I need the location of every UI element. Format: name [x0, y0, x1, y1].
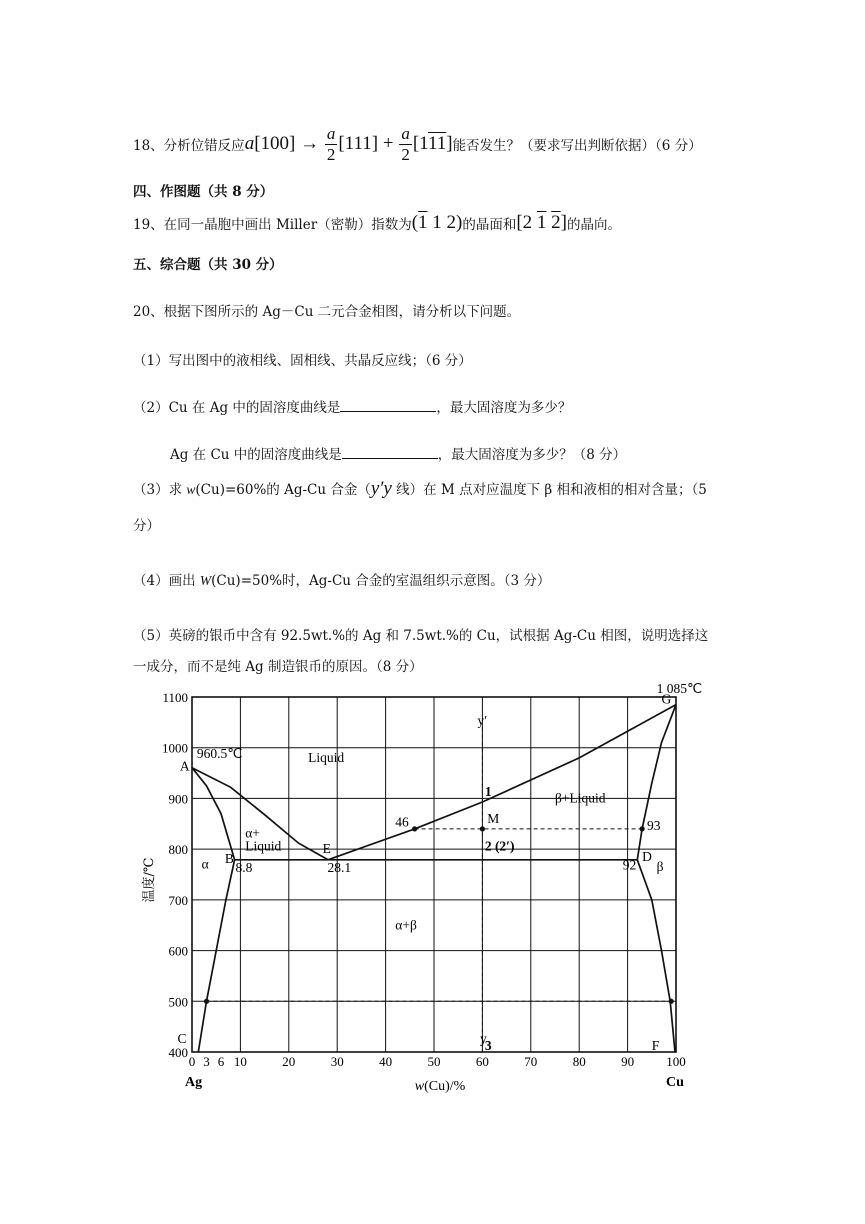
y-tick-label: 400 — [168, 1045, 188, 1060]
q20-part-1: （1）写出图中的液相线、固相线、共晶反应线；（6 分） — [133, 353, 472, 369]
question-18 — [133, 118, 702, 170]
data-point-marker — [669, 999, 674, 1004]
question-19: 19、在同一晶胞中画出 Miller（密勒）指数为 (1 1 2) 的晶面和 [2 1 2] 的晶向。 — [133, 212, 621, 233]
q19-direction: [2 1 2] — [516, 212, 567, 233]
x-tick-label: 100 — [666, 1054, 686, 1069]
q20-intro: 20、根据下图所示的 Ag－Cu 二元合金相图，请分析以下问题。 — [133, 304, 521, 320]
x-axis-end-cu: Cu — [666, 1075, 684, 1090]
annotation-label: A — [179, 758, 190, 774]
annotation-label: y′ — [477, 712, 488, 728]
x-tick-label: 0 — [188, 1054, 196, 1069]
phase-boundary-line — [637, 705, 676, 860]
annotation-label: Liquid — [245, 838, 282, 854]
x-axis-label: w(Cu)/% — [414, 1079, 466, 1094]
annotation-label: B — [224, 850, 234, 866]
data-point-marker — [640, 826, 645, 831]
q20-part-2b: Ag 在 Cu 中的固溶度曲线是 ，最大固溶度为多少？（8 分） — [170, 447, 627, 463]
annotation-label: 1 — [484, 783, 492, 799]
y-tick-label: 600 — [168, 943, 188, 959]
annotation-label: α+ — [245, 825, 260, 841]
annotation-label: α+β — [395, 917, 417, 933]
y-tick-label: 1100 — [162, 690, 188, 705]
y-axis-label: 温度/℃ — [142, 857, 157, 903]
q20-part-3-cont: 分） — [133, 518, 160, 534]
x-tick-label: 3 — [203, 1054, 210, 1069]
annotation-label: G — [661, 691, 672, 707]
x-tick-label: 70 — [524, 1054, 538, 1069]
q19-plane: (1 1 2) — [411, 212, 463, 233]
annotation-label: 8.8 — [235, 859, 253, 875]
x-tick-label: 50 — [427, 1054, 441, 1069]
y-tick-label: 800 — [168, 842, 188, 858]
x-tick-label: 10 — [233, 1054, 247, 1069]
q20-part-5a: （5）英磅的银币中含有 92.5wt.%的 Ag 和 7.5wt.%的 Cu，试根据 Ag-Cu 相图，说明选择这 — [133, 628, 709, 644]
data-point-marker — [412, 826, 417, 831]
section-4-heading: 四、作图题（共 8 分） — [133, 184, 274, 200]
q20-part-5b: 一成分，而不是纯 Ag 制造银币的原因。（8 分） — [133, 659, 423, 675]
q20-part-4: （4）画出 W(Cu)=50%时，Ag-Cu 合金的室温组织示意图。（3 分） — [133, 573, 551, 589]
x-tick-label: 40 — [379, 1054, 393, 1069]
data-point-marker — [480, 826, 485, 831]
y-tick-label: 500 — [168, 994, 188, 1010]
x-tick-label: 90 — [621, 1054, 635, 1069]
annotation-label: 46 — [395, 814, 409, 830]
annotation-label: 92 — [622, 857, 637, 873]
answer-blank — [342, 446, 438, 459]
answer-blank — [340, 399, 436, 412]
phase-boundary-line — [192, 768, 235, 860]
q20-part-2a: （2）Cu 在 Ag 中的固溶度曲线是 ，最大固溶度为多少？ — [133, 400, 572, 416]
annotation-label: 2 (2′) — [484, 838, 515, 854]
phase-boundary-line — [198, 860, 234, 1052]
x-tick-label: 60 — [475, 1054, 489, 1069]
annotation-label: E — [322, 841, 331, 857]
annotation-label: 3 — [484, 1037, 492, 1053]
annotation-label: M — [487, 810, 500, 826]
annotation-label: β — [656, 858, 664, 874]
annotation-label: 93 — [646, 817, 661, 833]
q18-suffix: 能否发生？（要求写出判断依据）（6 分） — [452, 138, 702, 154]
data-point-marker — [204, 999, 209, 1004]
y-tick-label: 900 — [168, 791, 188, 807]
phase-boundary-line — [637, 860, 675, 1052]
annotation-label: F — [651, 1037, 660, 1053]
phase-boundary-line — [328, 705, 676, 860]
x-tick-label: 30 — [330, 1054, 344, 1069]
x-tick-label: 80 — [572, 1054, 586, 1069]
annotation-label: C — [177, 1030, 187, 1046]
annotation-label: β+Liquid — [555, 790, 606, 806]
q20-part-3: （3）求 w(Cu)=60%的 Ag-Cu 合金（y′y 线）在 M 点对应温度下 β 相和液相的相对含量；（5 — [133, 478, 707, 499]
annotation-label: α — [201, 856, 209, 872]
section-5-heading: 五、综合题（共 30 分） — [133, 257, 283, 273]
plot-frame — [192, 697, 676, 1052]
phase-boundary-line — [192, 768, 328, 860]
annotation-label: 1 085℃ — [656, 680, 703, 696]
annotation-label: D — [642, 848, 652, 864]
annotation-label: 28.1 — [327, 859, 352, 875]
annotation-label: 960.5℃ — [196, 745, 243, 761]
x-axis-end-ag: Ag — [185, 1075, 203, 1090]
x-tick-label: 20 — [282, 1054, 296, 1069]
y-tick-label: 1000 — [162, 740, 188, 756]
q18-formula: a[100] → $\frac{a}{2}$ [111] + $\frac{a}{2}$ [111] — [244, 123, 453, 164]
q18-prefix: 18、分析位错反应 — [133, 138, 245, 154]
annotation-label: Liquid — [308, 749, 345, 765]
x-tick-label: 6 — [217, 1054, 225, 1069]
annotation-label: y — [479, 1030, 487, 1046]
y-tick-label: 700 — [168, 892, 188, 908]
